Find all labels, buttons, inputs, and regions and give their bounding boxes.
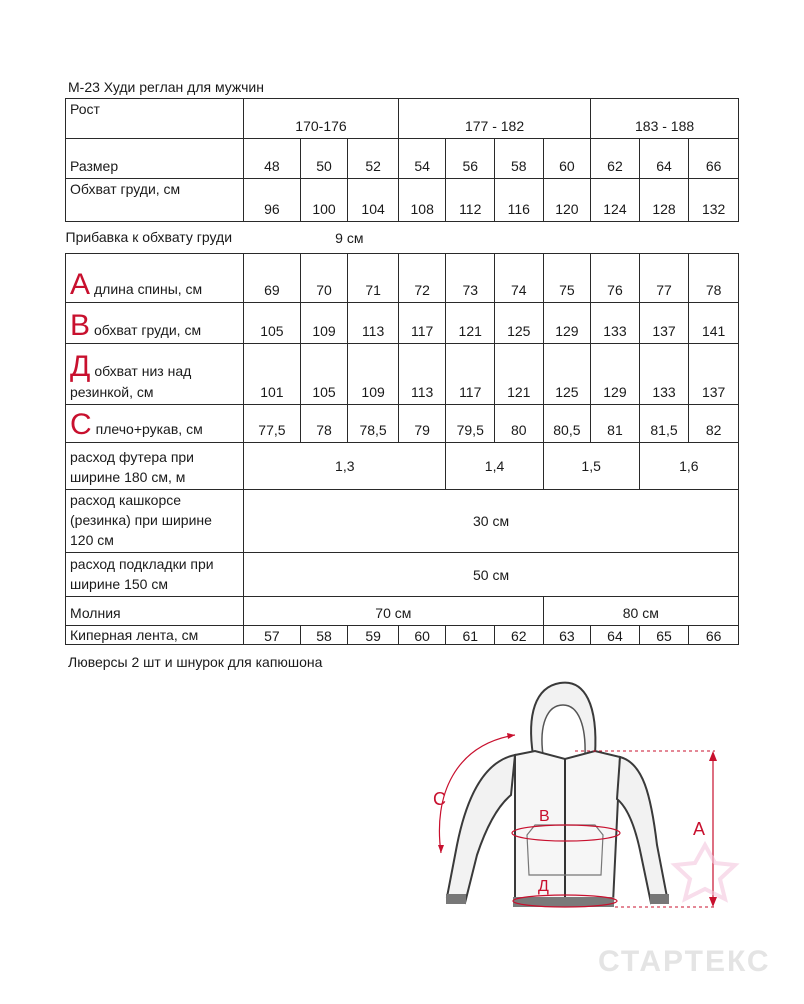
chest-cell: 112 <box>446 179 495 222</box>
twill-cell: 61 <box>446 626 495 645</box>
left-sleeve <box>447 755 515 903</box>
measure-cell: 78,5 <box>348 405 399 443</box>
eyelets-note: Люверсы 2 шт и шнурок для капюшона <box>68 654 323 670</box>
measure-cell: 113 <box>348 303 399 344</box>
size-cell: 60 <box>543 139 591 179</box>
height-group: 170-176 <box>244 99 399 139</box>
lining-consumption-row <box>66 553 739 597</box>
size-chart-table <box>65 98 739 645</box>
size-cell: 54 <box>398 139 446 179</box>
measure-cell: 105 <box>244 303 301 344</box>
chest-cell: 124 <box>591 179 640 222</box>
measure-cell: 121 <box>495 344 544 405</box>
size-row <box>66 139 739 179</box>
twill-cell: 66 <box>689 626 739 645</box>
chest-cell: 104 <box>348 179 399 222</box>
measure-cell: 77 <box>639 254 689 303</box>
lining-label-line1: расход подкладки при <box>70 556 214 572</box>
size-cell: 56 <box>446 139 495 179</box>
document-title: М-23 Худи реглан для мужчин <box>68 79 264 95</box>
measurement-row-d <box>66 344 739 405</box>
startex-watermark: СТАРТЕКС <box>598 945 771 978</box>
measure-cell: 72 <box>398 254 446 303</box>
fabric-value: 1,4 <box>446 443 543 490</box>
measure-cell: 79 <box>398 405 446 443</box>
measure-a-arrow <box>709 897 717 907</box>
measure-cell: 129 <box>591 344 640 405</box>
measure-cell: 77,5 <box>244 405 301 443</box>
zipper-value: 80 см <box>543 597 738 626</box>
measure-cell: 75 <box>543 254 591 303</box>
measurement-row-b <box>66 303 739 344</box>
allowance-row <box>66 222 739 254</box>
height-group: 177 - 182 <box>398 99 590 139</box>
measure-cell: 105 <box>300 344 348 405</box>
measure-cell: 137 <box>689 344 739 405</box>
rib-value: 30 см <box>244 490 739 553</box>
chest-cell: 116 <box>495 179 544 222</box>
measure-cell: 113 <box>398 344 446 405</box>
right-cuff <box>650 894 669 904</box>
measure-cell: 81,5 <box>639 405 689 443</box>
height-group: 183 - 188 <box>591 99 739 139</box>
measure-cell: 141 <box>689 303 739 344</box>
fabric-value: 1,3 <box>244 443 446 490</box>
measure-cell: 79,5 <box>446 405 495 443</box>
rib-label-line2: (резинка) при ширине <box>70 512 212 528</box>
twill-tape-label: Киперная лента, см <box>66 626 244 645</box>
size-cell: 62 <box>591 139 640 179</box>
measure-cell: 117 <box>446 344 495 405</box>
chest-cell: 100 <box>300 179 348 222</box>
chest-girth-row <box>66 179 739 222</box>
hem-girth-label-line1: обхват низ над <box>94 363 192 379</box>
lining-label-line2: ширине 150 см <box>70 576 168 592</box>
label-b: В <box>539 808 550 825</box>
chest-girth-label: Обхват груди, см <box>66 179 244 222</box>
chest-girth-measure-label: обхват груди, см <box>94 322 202 338</box>
zipper-label: Молния <box>66 597 244 626</box>
size-cell: 66 <box>689 139 739 179</box>
measure-c-arrow <box>438 845 444 853</box>
marker-b: В <box>70 309 91 342</box>
twill-cell: 57 <box>244 626 301 645</box>
hoodie-illustration <box>415 675 800 937</box>
marker-a: А <box>70 268 91 301</box>
chest-cell: 108 <box>398 179 446 222</box>
measure-cell: 125 <box>495 303 544 344</box>
measure-cell: 121 <box>446 303 495 344</box>
height-label: Рост <box>66 99 244 139</box>
shoulder-sleeve-label: плечо+рукав, см <box>95 421 203 437</box>
measure-cell: 70 <box>300 254 348 303</box>
measurement-row-c <box>66 405 739 443</box>
height-row <box>66 99 739 139</box>
chest-cell: 96 <box>244 179 301 222</box>
fabric-label-line2: ширине 180 см, м <box>70 469 186 485</box>
measure-cell: 74 <box>495 254 544 303</box>
measure-cell: 109 <box>348 344 399 405</box>
twill-cell: 64 <box>591 626 640 645</box>
measure-cell: 78 <box>689 254 739 303</box>
twill-cell: 63 <box>543 626 591 645</box>
allowance-label: Прибавка к обхвату груди <box>65 228 233 245</box>
marker-c: С <box>70 408 92 441</box>
allowance-value: 9 см <box>335 229 364 246</box>
zipper-value: 70 см <box>244 597 543 626</box>
measure-cell: 101 <box>244 344 301 405</box>
measure-cell: 133 <box>639 344 689 405</box>
measure-cell: 117 <box>398 303 446 344</box>
rib-consumption-row <box>66 490 739 553</box>
twill-cell: 60 <box>398 626 446 645</box>
measure-cell: 80,5 <box>543 405 591 443</box>
size-cell: 50 <box>300 139 348 179</box>
right-sleeve <box>617 757 667 903</box>
measure-cell: 81 <box>591 405 640 443</box>
size-cell: 64 <box>639 139 689 179</box>
rib-label-line1: расход кашкорсе <box>70 492 182 508</box>
hem-girth-label-line2: резинкой, см <box>70 384 154 400</box>
size-cell: 52 <box>348 139 399 179</box>
back-length-label: длина спины, см <box>94 281 203 297</box>
measurement-row-a <box>66 254 739 303</box>
measure-cell: 109 <box>300 303 348 344</box>
left-cuff <box>446 894 466 904</box>
twill-cell: 59 <box>348 626 399 645</box>
fabric-value: 1,5 <box>543 443 639 490</box>
size-label: Размер <box>66 139 244 179</box>
twill-cell: 65 <box>639 626 689 645</box>
measure-cell: 76 <box>591 254 640 303</box>
fabric-consumption-row <box>66 443 739 490</box>
measure-c-arrow <box>507 733 515 739</box>
zipper-row <box>66 597 739 626</box>
fabric-value: 1,6 <box>639 443 738 490</box>
measure-cell: 73 <box>446 254 495 303</box>
chest-cell: 120 <box>543 179 591 222</box>
label-c: С <box>433 789 446 809</box>
chest-cell: 132 <box>689 179 739 222</box>
measure-cell: 69 <box>244 254 301 303</box>
measure-cell: 133 <box>591 303 640 344</box>
measure-cell: 125 <box>543 344 591 405</box>
measure-cell: 78 <box>300 405 348 443</box>
measure-cell: 129 <box>543 303 591 344</box>
rib-label-line3: 120 см <box>70 532 114 548</box>
twill-cell: 58 <box>300 626 348 645</box>
measure-cell: 82 <box>689 405 739 443</box>
fabric-label-line1: расход футера при <box>70 449 195 465</box>
measure-a-arrow <box>709 751 717 761</box>
twill-tape-row <box>66 626 739 645</box>
measure-cell: 71 <box>348 254 399 303</box>
label-a: А <box>693 819 706 839</box>
size-cell: 48 <box>244 139 301 179</box>
measure-cell: 80 <box>495 405 544 443</box>
label-d: Д <box>538 878 549 895</box>
twill-cell: 62 <box>495 626 544 645</box>
chest-cell: 128 <box>639 179 689 222</box>
lining-value: 50 см <box>244 553 739 597</box>
marker-d: Д <box>70 350 91 383</box>
logo-star-icon <box>675 845 735 899</box>
measure-cell: 137 <box>639 303 689 344</box>
size-cell: 58 <box>495 139 544 179</box>
